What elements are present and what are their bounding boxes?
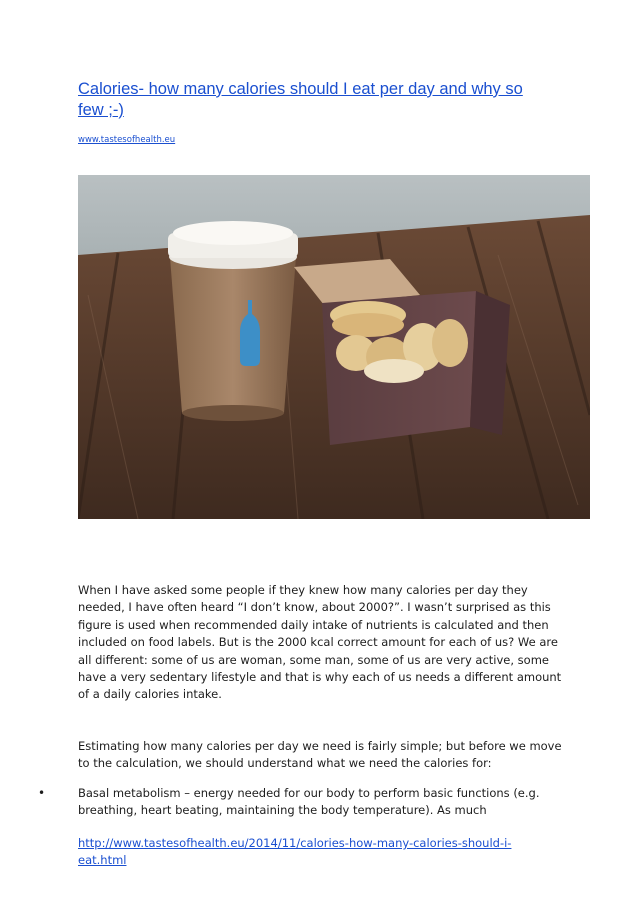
list-item-text: Basal metabolism – energy needed for our body to perform basic functions (e.g. breathing, heart beating, maintaining the body temperature). As much (78, 786, 540, 818)
article-title-link[interactable]: Calories- how many calories should I eat per day and why so few ;-) (78, 80, 523, 119)
coffee-and-cookies-photo (78, 175, 590, 519)
source-url-link[interactable]: http://www.tastesofhealth.eu/2014/11/calories-how-many-calories-should-i-eat.html (78, 836, 512, 867)
estimation-paragraph: Estimating how many calories per day we need is fairly simple; but before we move to the calculation, we should understand what we need the calories for: (78, 739, 562, 771)
bullet-icon: • (38, 786, 46, 800)
site-link[interactable]: www.tastesofhealth.eu (78, 135, 176, 145)
intro-paragraph: When I have asked some people if they knew how many calories per day they needed, I have often heard “I don’t know, about 2000?”. I wasn’t surprised as this figure is used when recommended daily intake of nutrients is calculated and then included on food labels. But is the 2000 kcal correct amount for each of us? We are all different: some of us are woman, some man, some of us are very active, some have a very sedentary lifestyle and that is why each of us needs a different amount of a daily calories intake. (78, 583, 562, 702)
